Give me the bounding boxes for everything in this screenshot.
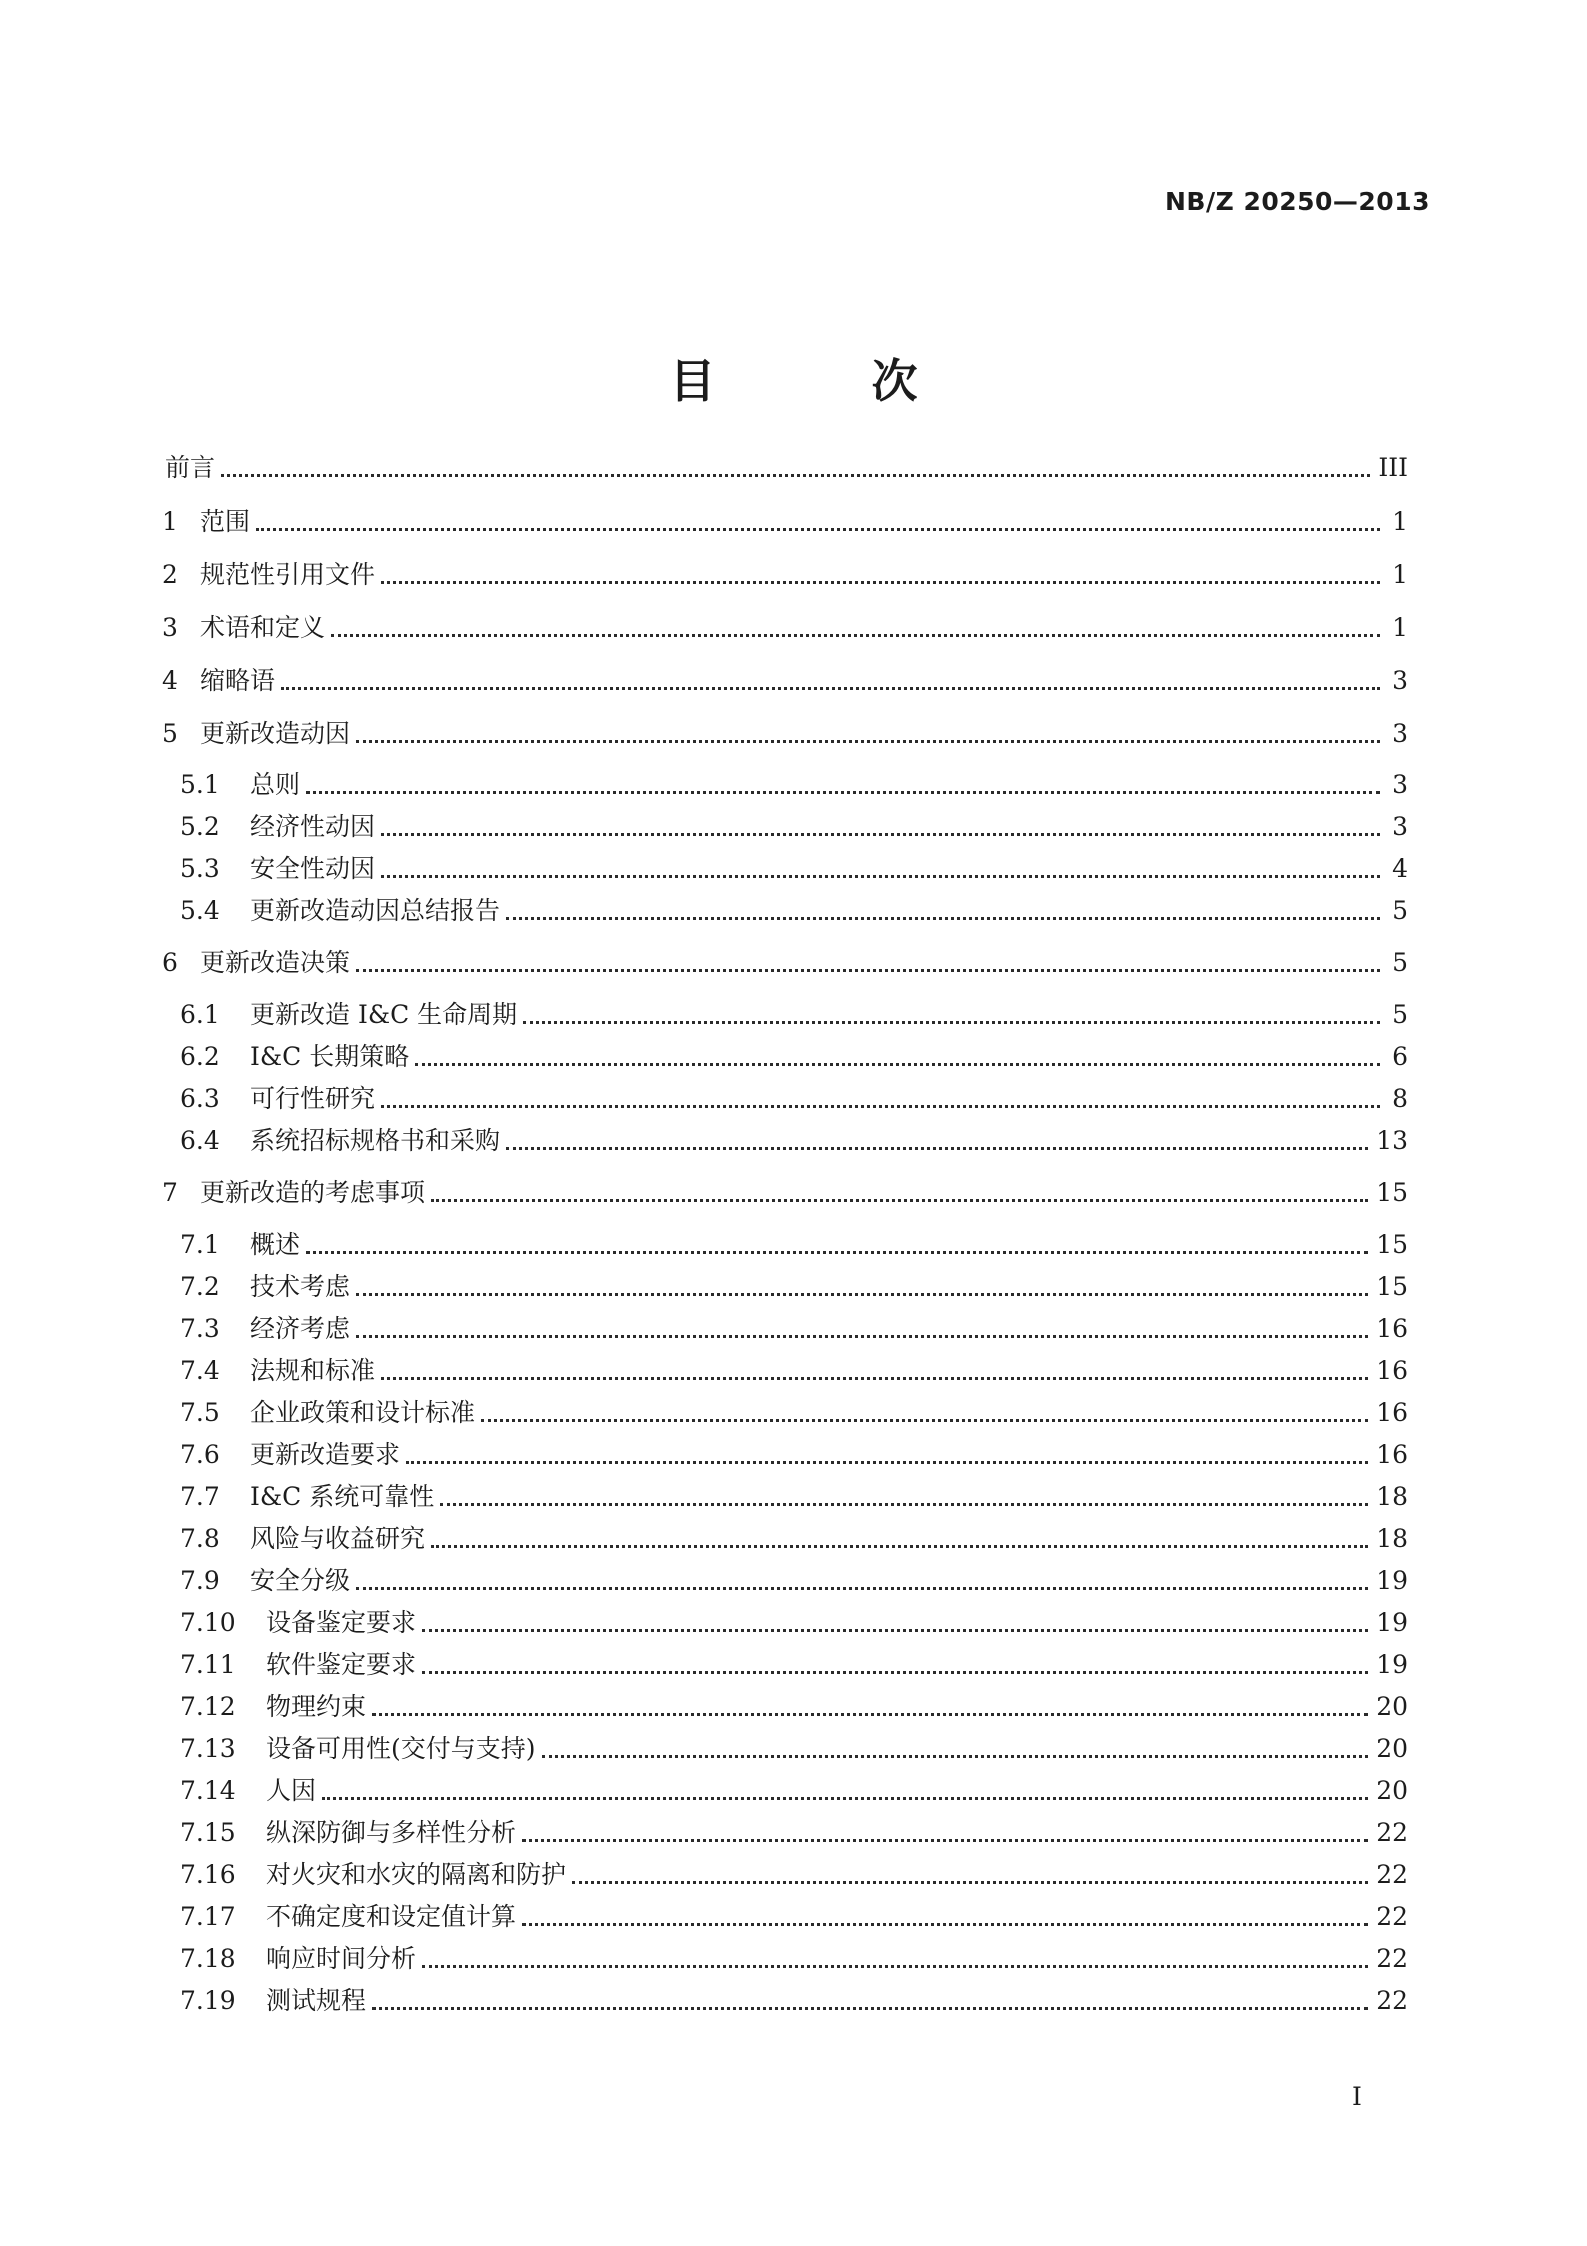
- toc-entry-number: 7.19: [180, 1986, 236, 2015]
- toc-entry-label: 安全分级: [250, 1566, 351, 1595]
- dot-leader: [381, 833, 1380, 836]
- toc-entry-label: I&C 长期策略: [250, 1042, 410, 1071]
- toc-entry-page: 19: [1376, 1608, 1408, 1637]
- toc-entry-page: 22: [1376, 1818, 1408, 1847]
- toc-entry-page: 20: [1376, 1734, 1408, 1763]
- dot-leader: [372, 1713, 1368, 1716]
- toc-entry-label: 范围: [200, 507, 251, 536]
- toc-entry-number: 7.10: [180, 1608, 236, 1637]
- toc-entry-number: 7.8: [180, 1524, 220, 1553]
- dot-leader: [306, 1251, 1368, 1254]
- toc-entry-number: 1: [162, 507, 178, 536]
- toc-entry[interactable]: [180, 1074, 1408, 1114]
- toc-entry-label: 更新改造 I&C 生命周期: [250, 1000, 518, 1029]
- dot-leader: [356, 1587, 1368, 1590]
- toc-entry-number: 7.2: [180, 1272, 220, 1301]
- toc-entry-page: III: [1378, 453, 1408, 482]
- toc-entry-label: 技术考虑: [250, 1272, 351, 1301]
- toc-entry-page: 22: [1376, 1860, 1408, 1889]
- toc-entry-label: 更新改造动因: [200, 719, 351, 748]
- toc-entry[interactable]: [180, 1640, 1408, 1680]
- toc-entry[interactable]: [162, 656, 1408, 696]
- toc-entry[interactable]: [180, 1934, 1408, 1974]
- toc-entry-label: 软件鉴定要求: [266, 1650, 417, 1679]
- toc-entry-label: 总则: [250, 770, 301, 799]
- dot-leader: [440, 1503, 1368, 1506]
- toc-entry-label: 前言: [165, 453, 216, 482]
- toc-entry-page: 8: [1392, 1084, 1408, 1113]
- toc-entry-number: 6: [162, 948, 178, 977]
- dot-leader: [381, 1377, 1368, 1380]
- toc-entry-number: 7.13: [180, 1734, 236, 1763]
- dot-leader: [431, 1199, 1368, 1202]
- toc-entry-page: 15: [1376, 1178, 1408, 1207]
- toc-entry-number: 7.15: [180, 1818, 236, 1847]
- toc-entry[interactable]: [180, 1808, 1408, 1848]
- toc-entry[interactable]: [180, 1514, 1408, 1554]
- toc-entry[interactable]: [180, 1724, 1408, 1764]
- toc-entry[interactable]: [180, 1976, 1408, 2016]
- toc-entry-label: 可行性研究: [250, 1084, 376, 1113]
- toc-entry-page: 6: [1392, 1042, 1408, 1071]
- dot-leader: [221, 474, 1370, 477]
- toc-entry[interactable]: [165, 443, 1408, 483]
- dot-leader: [322, 1797, 1368, 1800]
- toc-entry-label: 更新改造决策: [200, 948, 351, 977]
- toc-entry-label: 经济性动因: [250, 812, 376, 841]
- toc-entry-number: 4: [162, 666, 178, 695]
- dot-leader: [522, 1923, 1368, 1926]
- toc-entry[interactable]: [180, 1116, 1408, 1156]
- dot-leader: [506, 917, 1380, 920]
- toc-entry-page: 5: [1392, 948, 1408, 977]
- dot-leader: [331, 634, 1380, 637]
- toc-entry-number: 7.7: [180, 1482, 220, 1511]
- toc-entry-label: 物理约束: [266, 1692, 367, 1721]
- toc-entry-page: 3: [1392, 770, 1408, 799]
- toc-entry-number: 7.11: [180, 1650, 236, 1679]
- toc-entry[interactable]: [180, 990, 1408, 1030]
- dot-leader: [281, 687, 1380, 690]
- page-title: 目 次: [669, 354, 988, 408]
- dot-leader: [356, 740, 1380, 743]
- toc-entry-page: 20: [1376, 1776, 1408, 1805]
- toc-entry-label: 响应时间分析: [266, 1944, 417, 1973]
- toc-entry-label: 安全性动因: [250, 854, 376, 883]
- dot-leader: [542, 1755, 1369, 1758]
- toc-entry-number: 7.4: [180, 1356, 220, 1385]
- toc-entry-page: 15: [1376, 1230, 1408, 1259]
- toc-entry[interactable]: [180, 802, 1408, 842]
- toc-entry-label: 缩略语: [200, 666, 276, 695]
- dot-leader: [422, 1629, 1368, 1632]
- toc-entry-page: 1: [1392, 613, 1408, 642]
- toc-entry-label: 系统招标规格书和采购: [250, 1126, 501, 1155]
- toc-entry[interactable]: [180, 1892, 1408, 1932]
- toc-entry[interactable]: [180, 1430, 1408, 1470]
- toc-entry[interactable]: [180, 1472, 1408, 1512]
- dot-leader: [415, 1063, 1380, 1066]
- dot-leader: [356, 1335, 1368, 1338]
- toc-entry[interactable]: [162, 603, 1408, 643]
- toc-entry-label: 不确定度和设定值计算: [266, 1902, 517, 1931]
- toc-entry-number: 3: [162, 613, 178, 642]
- toc-entry-page: 16: [1376, 1356, 1408, 1385]
- toc-entry-number: 5.1: [180, 770, 220, 799]
- toc-entry[interactable]: [180, 1850, 1408, 1890]
- dot-leader: [381, 581, 1380, 584]
- dot-leader: [506, 1147, 1368, 1150]
- toc-entry-page: 5: [1392, 896, 1408, 925]
- toc-entry-page: 1: [1392, 507, 1408, 536]
- toc-entry-number: 7.12: [180, 1692, 236, 1721]
- toc-entry-label: 概述: [250, 1230, 301, 1259]
- dot-leader: [523, 1021, 1380, 1024]
- toc-entry[interactable]: [162, 938, 1408, 978]
- dot-leader: [381, 1105, 1380, 1108]
- dot-leader: [422, 1671, 1368, 1674]
- toc-entry-page: 3: [1392, 812, 1408, 841]
- toc-entry-page: 16: [1376, 1314, 1408, 1343]
- toc-entry[interactable]: [180, 1766, 1408, 1806]
- toc-entry-page: 1: [1392, 560, 1408, 589]
- toc-entry-page: 18: [1376, 1482, 1408, 1511]
- toc-entry-label: 设备可用性(交付与支持): [266, 1734, 536, 1763]
- dot-leader: [522, 1839, 1368, 1842]
- toc-entry-number: 7.3: [180, 1314, 220, 1343]
- toc-entry-number: 7: [162, 1178, 178, 1207]
- dot-leader: [356, 969, 1380, 972]
- toc-entry[interactable]: [180, 1598, 1408, 1638]
- toc-entry-label: 纵深防御与多样性分析: [266, 1818, 517, 1847]
- toc-entry-label: 更新改造要求: [250, 1440, 401, 1469]
- toc-entry-label: 企业政策和设计标准: [250, 1398, 476, 1427]
- toc-entry[interactable]: [162, 1168, 1408, 1208]
- toc-entry[interactable]: [180, 1262, 1408, 1302]
- toc-entry-label: 术语和定义: [200, 613, 326, 642]
- toc-entry-number: 7.9: [180, 1566, 220, 1595]
- toc-entry-number: 6.3: [180, 1084, 220, 1113]
- toc-entry-number: 7.1: [180, 1230, 220, 1259]
- toc-entry[interactable]: [180, 844, 1408, 884]
- toc-entry-page: 22: [1376, 1944, 1408, 1973]
- dot-leader: [572, 1881, 1368, 1884]
- toc-entry[interactable]: [180, 1032, 1408, 1072]
- toc-entry-number: 5.4: [180, 896, 220, 925]
- toc-entry-label: 法规和标准: [250, 1356, 376, 1385]
- toc-entry-label: 更新改造的考虑事项: [200, 1178, 426, 1207]
- toc-entry-label: 经济考虑: [250, 1314, 351, 1343]
- toc-entry-page: 22: [1376, 1902, 1408, 1931]
- dot-leader: [381, 875, 1380, 878]
- dot-leader: [406, 1461, 1368, 1464]
- toc-entry-label: 测试规程: [266, 1986, 367, 2015]
- page-folio: I: [1352, 2082, 1362, 2111]
- toc-entry-page: 3: [1392, 666, 1408, 695]
- toc-entry-page: 19: [1376, 1566, 1408, 1595]
- toc-entry-number: 7.17: [180, 1902, 236, 1931]
- toc-entry-page: 16: [1376, 1398, 1408, 1427]
- toc-entry-number: 7.5: [180, 1398, 220, 1427]
- dot-leader: [256, 528, 1380, 531]
- toc-entry-number: 7.18: [180, 1944, 236, 1973]
- dot-leader: [422, 1965, 1368, 1968]
- toc-entry[interactable]: [180, 1220, 1408, 1260]
- toc-entry-number: 5.2: [180, 812, 220, 841]
- toc-entry-number: 2: [162, 560, 178, 589]
- toc-entry-page: 16: [1376, 1440, 1408, 1469]
- toc-entry[interactable]: [180, 1346, 1408, 1386]
- toc-entry-label: 更新改造动因总结报告: [250, 896, 501, 925]
- toc-entry-page: 22: [1376, 1986, 1408, 2015]
- toc-entry-page: 18: [1376, 1524, 1408, 1553]
- toc-entry-number: 5.3: [180, 854, 220, 883]
- toc-entry-label: 风险与收益研究: [250, 1524, 426, 1553]
- toc-entry[interactable]: [180, 1388, 1408, 1428]
- toc-entry-label: I&C 系统可靠性: [250, 1482, 435, 1511]
- toc-entry-page: 5: [1392, 1000, 1408, 1029]
- toc-entry-page: 4: [1392, 854, 1408, 883]
- toc-entry-number: 7.6: [180, 1440, 220, 1469]
- toc-entry-page: 19: [1376, 1650, 1408, 1679]
- toc-entry-number: 5: [162, 719, 178, 748]
- toc-entry-number: 7.16: [180, 1860, 236, 1889]
- toc-entry[interactable]: [180, 1556, 1408, 1596]
- toc-entry-label: 对火灾和水灾的隔离和防护: [266, 1860, 567, 1889]
- toc-entry-page: 15: [1376, 1272, 1408, 1301]
- toc-entry-number: 7.14: [180, 1776, 236, 1805]
- dot-leader: [372, 2007, 1368, 2010]
- toc-entry-number: 6.4: [180, 1126, 220, 1155]
- toc-entry-page: 3: [1392, 719, 1408, 748]
- toc-entry-page: 20: [1376, 1692, 1408, 1721]
- toc-entry-number: 6.1: [180, 1000, 220, 1029]
- dot-leader: [431, 1545, 1368, 1548]
- toc-entry-page: 13: [1376, 1126, 1408, 1155]
- toc-entry[interactable]: [180, 1304, 1408, 1344]
- dot-leader: [481, 1419, 1368, 1422]
- document-code: NB/Z 20250—2013: [1165, 187, 1430, 216]
- dot-leader: [356, 1293, 1368, 1296]
- toc-entry-label: 人因: [266, 1776, 317, 1805]
- toc-entry-number: 6.2: [180, 1042, 220, 1071]
- dot-leader: [306, 791, 1380, 794]
- toc-entry[interactable]: [162, 497, 1408, 537]
- toc-entry-label: 设备鉴定要求: [266, 1608, 417, 1637]
- toc-entry[interactable]: [162, 709, 1408, 749]
- toc-entry[interactable]: [180, 760, 1408, 800]
- toc-entry[interactable]: [180, 886, 1408, 926]
- toc-entry[interactable]: [180, 1682, 1408, 1722]
- toc-entry-label: 规范性引用文件: [200, 560, 376, 589]
- toc-entry[interactable]: [162, 550, 1408, 590]
